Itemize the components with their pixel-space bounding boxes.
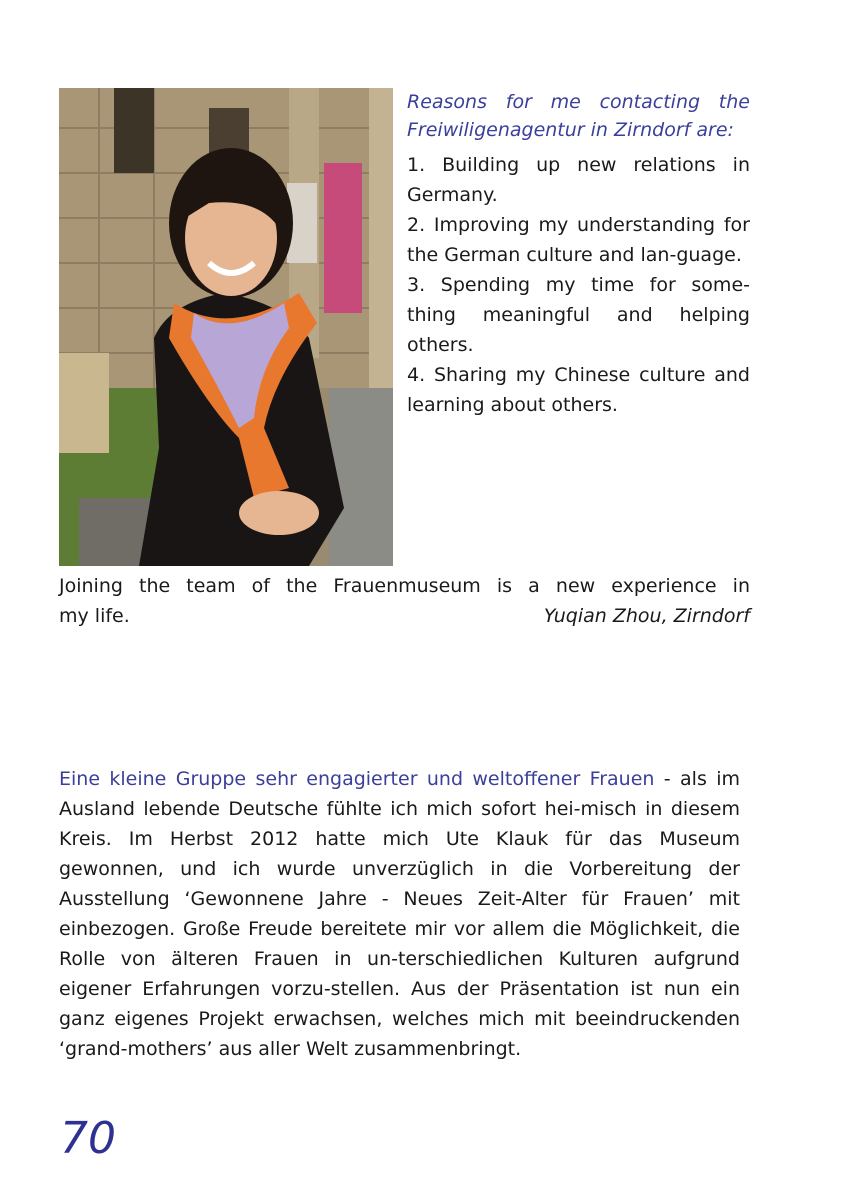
reason-item-2: 2. Improving my understanding for the German culture and lan-guage. bbox=[407, 214, 750, 266]
reasons-intro: Reasons for me contacting the Freiwiligenagentur in Zirndorf are: bbox=[407, 91, 750, 141]
page-number: 70 bbox=[60, 1113, 116, 1164]
reason-item-1: 1. Building up new relations in Germany. bbox=[407, 154, 750, 206]
german-body: - als im Ausland lebende Deutsche fühlte ich mich sofort hei-misch in diesem Kreis. Im Herbst 2012 hatte mich Ute Klauk für das Museum gewonnen, und ich wurde unverzüglich in die Vorbereitung der Ausstellung ‘Gewonnene Jahre - Neues Zeit-Alter für Frauen’ mit einbezogen. Große Freude bereitete mir vor allem die Möglichkeit, die Rolle von älteren Frauen in un-terschiedlichen Kulturen aufgrund eigener Erfahrungen vorzu-stellen. Aus der Präsentation ist nun ein ganz eigenes Projekt erwachsen, welches mich mit beeindruckenden ‘grand-mothers’ aus aller Welt zusammenbringt. bbox=[59, 768, 740, 1060]
closing-statement bbox=[59, 571, 750, 631]
german-lead: Eine kleine Gruppe sehr engagierter und weltoffener Frauen bbox=[59, 768, 655, 790]
reasons-section bbox=[407, 88, 750, 420]
reason-item-3: 3. Spending my time for some-thing meaningful and helping others. bbox=[407, 274, 750, 356]
reason-item-4: 4. Sharing my Chinese culture and learning about others. bbox=[407, 364, 750, 416]
portrait-photo bbox=[59, 88, 393, 566]
german-paragraph bbox=[59, 764, 740, 1064]
german-text bbox=[59, 764, 740, 1064]
closing-line-2-row bbox=[59, 601, 750, 631]
author-signature: Yuqian Zhou, Zirndorf bbox=[543, 605, 750, 627]
portrait-image bbox=[59, 88, 393, 566]
closing-line-2: my life. bbox=[59, 605, 130, 627]
closing-line-1: Joining the team of the Frauenmuseum is a new experience in bbox=[59, 575, 750, 597]
